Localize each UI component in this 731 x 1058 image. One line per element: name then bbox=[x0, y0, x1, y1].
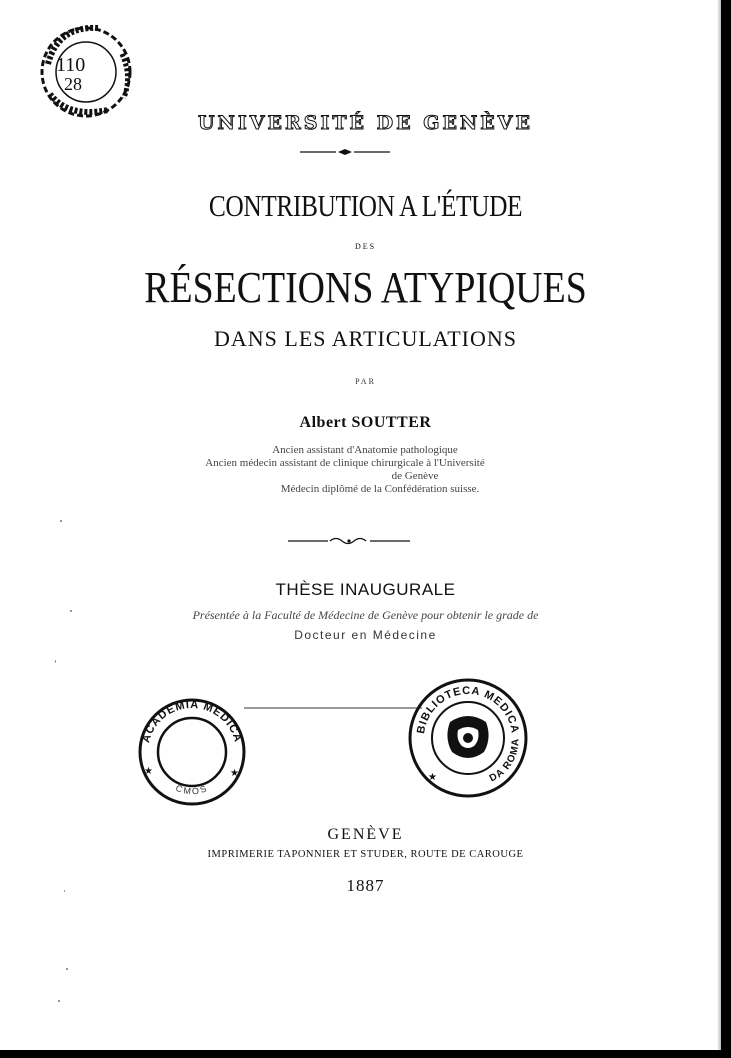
catalog-number: 110 bbox=[56, 54, 86, 76]
author-qualifications bbox=[150, 444, 540, 496]
svg-text:DA ROMA bbox=[488, 738, 522, 785]
imprint-city: GENÈVE bbox=[327, 826, 404, 843]
qualification-line: Médecin diplômé de la Confédération suisse. bbox=[280, 483, 480, 495]
library-stamp-top-left bbox=[38, 14, 138, 126]
stamp-right-side-text: DA ROMA bbox=[487, 737, 522, 785]
catalog-number-secondary: 28 bbox=[64, 74, 82, 94]
title-line-1: CONTRIBUTION A L'ÉTUDE bbox=[208, 188, 523, 223]
page-edge-right bbox=[721, 0, 731, 1058]
biblioteca-medica-stamp bbox=[406, 676, 530, 800]
stamp-right-text: BIBLIOTECA MEDICA bbox=[415, 684, 521, 735]
stamp-connecting-line bbox=[244, 705, 422, 711]
star-icon: ★ bbox=[428, 772, 437, 783]
emblem-icon bbox=[447, 716, 488, 758]
university-heading: UNIVERSITÉ DE GENÈVE bbox=[197, 112, 534, 134]
title-main: RÉSECTIONS ATYPIQUES bbox=[144, 263, 587, 312]
star-icon: ★ bbox=[144, 766, 153, 777]
thesis-degree: Docteur en Médecine bbox=[294, 628, 437, 642]
page-edge-bottom bbox=[0, 1050, 731, 1058]
imprint-printer: IMPRIMERIE TAPONNIER ET STUDER, ROUTE DE CAROUGE bbox=[207, 849, 524, 860]
title-connector-des: DES bbox=[354, 242, 377, 251]
stamp-left-text: ACADEMIA MEDICA bbox=[140, 698, 244, 745]
thesis-presented-line: Présentée à la Faculté de Médecine de Genève pour obtenir le grade de bbox=[192, 608, 539, 622]
star-icon: ★ bbox=[230, 768, 239, 779]
qualification-line: Ancien médecin assistant de clinique chirurgicale à l'Université bbox=[205, 457, 485, 469]
ornament-rule-top bbox=[300, 148, 390, 156]
author-connector-par: PAR bbox=[355, 377, 376, 386]
thesis-heading: THÈSE INAUGURALE bbox=[275, 580, 456, 599]
imprint-year: 1887 bbox=[346, 876, 385, 895]
title-line-3: DANS LES ARTICULATIONS bbox=[213, 326, 518, 351]
ornament-rule-middle bbox=[288, 536, 410, 546]
stamp-left-bottom-text: CMOS bbox=[174, 782, 210, 797]
qualification-line: Ancien assistant d'Anatomie pathologique bbox=[272, 444, 458, 456]
academia-medica-stamp bbox=[134, 694, 250, 806]
qualification-line: de Genève bbox=[391, 470, 439, 482]
author-name: Albert SOUTTER bbox=[299, 414, 432, 431]
